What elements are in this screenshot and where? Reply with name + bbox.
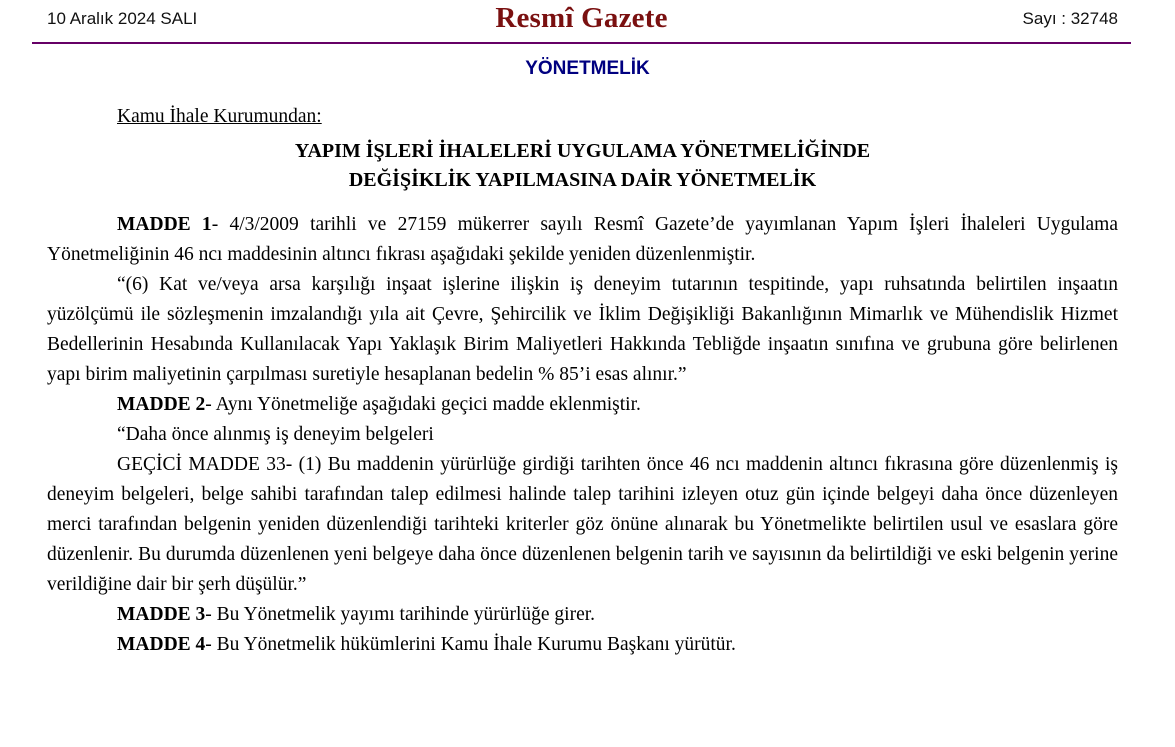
issue-number: Sayı : 32748 — [1022, 9, 1118, 28]
article-label: MADDE 1 — [117, 214, 212, 235]
article-label: MADDE 2 — [117, 394, 206, 415]
article-text: - Bu Yönetmelik yayımı tarihinde yürürlüğe girer. — [205, 604, 596, 625]
article-text: - Aynı Yönetmeliğe aşağıdaki geçici madde eklenmiştir. — [205, 394, 641, 415]
article-4 — [47, 630, 1118, 660]
regulation-title — [47, 137, 1118, 195]
section-heading: YÖNETMELİK — [525, 58, 650, 79]
article-text: - Bu Yönetmelik hükümlerini Kamu İhale Kurumu Başkanı yürütür. — [205, 634, 736, 655]
regulation-title-line-1: YAPIM İŞLERİ İHALELERİ UYGULAMA YÖNETMELİĞİNDE — [294, 140, 871, 162]
gazette-title: Resmî Gazete — [495, 2, 668, 34]
article-1 — [47, 210, 1118, 270]
article-text: - 4/3/2009 tarihli ve 27159 mükerrer sayılı Resmî Gazete’de yayımlanan Yapım İşleri İhaleleri Uygulama Yönetmeliğinin 46 ncı maddesinin altıncı fıkrası aşağıdaki şekilde yeniden düzenlenmiştir. — [47, 214, 1118, 265]
paragraph-text: “(6) Kat ve/veya arsa karşılığı inşaat işlerine ilişkin iş deneyim tutarının tespitinde, yapı ruhsatında belirtilen inşaatın yüzölçümü ile sözleşmenin imzalandığı yıla ait Çevre, Şehircilik ve İklim Değişikliği Bakanlığının Mimarlık ve Mühendislik Hizmet Bedellerinin Hesabında Kullanılacak Yapı Yaklaşık Birim Maliyetleri Hakkında Tebliğde inşaatın sınıfına ve grubuna göre belirlenen yapı birim maliyetinin çarpılması suretiyle hesaplanan bedelin % 85’i esas alınır.” — [47, 274, 1118, 385]
temporary-article-heading — [47, 420, 1118, 450]
gazette-masthead — [32, 0, 1131, 44]
publication-date: 10 Aralık 2024 SALI — [47, 9, 198, 28]
article-3 — [47, 600, 1118, 630]
article-2 — [47, 390, 1118, 420]
issuing-institution: Kamu İhale Kurumundan: — [117, 106, 322, 127]
article-label: MADDE 4 — [117, 634, 206, 655]
paragraph-text: GEÇİCİ MADDE 33- (1) Bu maddenin yürürlüğe girdiği tarihten önce 46 ncı maddenin altıncı fıkrasına göre düzenlenmiş iş deneyim belgeleri, belge sahibi tarafından talep edilmesi halinde talep tarihini izleyen otuz gün içinde belgeyi daha önce düzenleyen merci tarafından belgenin yeniden düzenlendiği tarihteki kriterler göz önüne alınarak bu Yönetmelikte belirtilen usul ve esaslara göre düzenlenir. Bu durumda düzenlenen yeni belgeye daha önce düzenlenen belgenin tarih ve sayısının da belirtildiği ve eski belgenin yerine verildiğine dair bir şerh düşülür.” — [47, 454, 1118, 595]
temporary-article-33 — [47, 450, 1118, 600]
article-label: MADDE 3 — [117, 604, 206, 625]
paragraph-text: “Daha önce alınmış iş deneyim belgeleri — [117, 424, 434, 445]
regulation-document — [47, 102, 1118, 660]
regulation-title-line-2: DEĞİŞİKLİK YAPILMASINA DAİR YÖNETMELİK — [348, 169, 817, 191]
article-1-amended-paragraph — [47, 270, 1118, 390]
